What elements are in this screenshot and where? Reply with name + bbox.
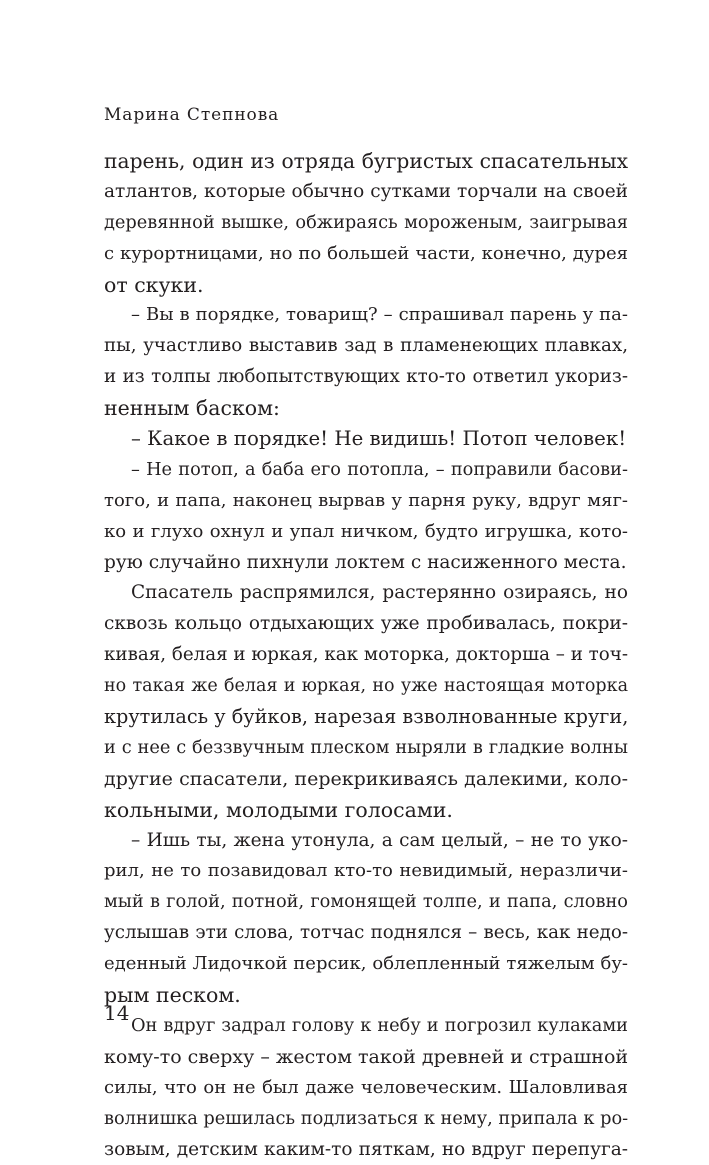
text-line: рил, не то позавидовал кто-то невидимый, неразличи- [104, 856, 628, 887]
text-line: волнишка решилась подлизаться к нему, припала к ро- [104, 1104, 628, 1135]
text-line: – Не потоп, а баба его потопла, – поправили басови- [104, 455, 628, 486]
text-line: мый в голой, потной, гомонящей толпе, и папа, словно [104, 887, 628, 918]
running-head-author: Марина Степнова [104, 103, 279, 127]
text-line: крутилась у буйков, нарезая взволнованные круги, [104, 702, 628, 733]
text-line: того, и папа, наконец вырвав у парня руку, вдруг мяг- [104, 486, 628, 517]
text-line: другие спасатели, перекрикиваясь далекими, коло- [104, 764, 628, 795]
text-line: – Какое в порядке! Не видишь! Потоп человек! [104, 424, 628, 455]
page-number: 14 [104, 1000, 129, 1026]
text-line: Он вдруг задрал голову к небу и погрозил кулаками [104, 1011, 628, 1042]
text-line: кольными, молодыми голосами. [104, 795, 628, 826]
text-line: еденный Лидочкой персик, облепленный тяжелым бу- [104, 949, 628, 980]
text-line: деревянной вышке, обжираясь мороженым, заигрывая [104, 208, 628, 239]
text-line: атлантов, которые обычно сутками торчали на своей [104, 177, 628, 208]
text-line: ненным баском: [104, 393, 628, 424]
text-line: и из толпы любопытствующих кто-то ответил укориз- [104, 362, 628, 393]
text-line: Спасатель распрямился, растерянно озираясь, но [104, 578, 628, 609]
text-line: и с нее с беззвучным плеском ныряли в гладкие волны [104, 733, 628, 764]
text-line: – Вы в порядке, товарищ? – спрашивал парень у па- [104, 300, 628, 331]
text-line: парень, один из отряда бугристых спасательных [104, 146, 628, 177]
text-line: кивая, белая и юркая, как моторка, докторша – и точ- [104, 640, 628, 671]
text-line: зовым, детским каким-то пяткам, но вдруг перепуга- [104, 1135, 628, 1165]
text-line: с курортницами, но по большей части, конечно, дурея [104, 239, 628, 270]
text-line: пы, участливо выставив зад в пламенеющих плавках, [104, 331, 628, 362]
text-line: – Ишь ты, жена утонула, а сам целый, – не то уко- [104, 826, 628, 857]
text-line: услышав эти слова, тотчас поднялся – весь, как недо- [104, 918, 628, 949]
text-line: силы, что он не был даже человеческим. Шаловливая [104, 1073, 628, 1104]
text-line: ко и глухо охнул и упал ничком, будто игрушка, кото- [104, 517, 628, 548]
text-line: от скуки. [104, 270, 628, 301]
page-body [104, 146, 628, 1165]
text-line: кому-то сверху – жестом такой древней и страшной [104, 1042, 628, 1073]
text-line: рым песком. [104, 980, 628, 1011]
text-line: сквозь кольцо отдыхающих уже пробивалась, покри- [104, 609, 628, 640]
text-line: рую случайно пихнули локтем с насиженного места. [104, 548, 628, 579]
text-line: но такая же белая и юркая, но уже настоящая моторка [104, 671, 628, 702]
